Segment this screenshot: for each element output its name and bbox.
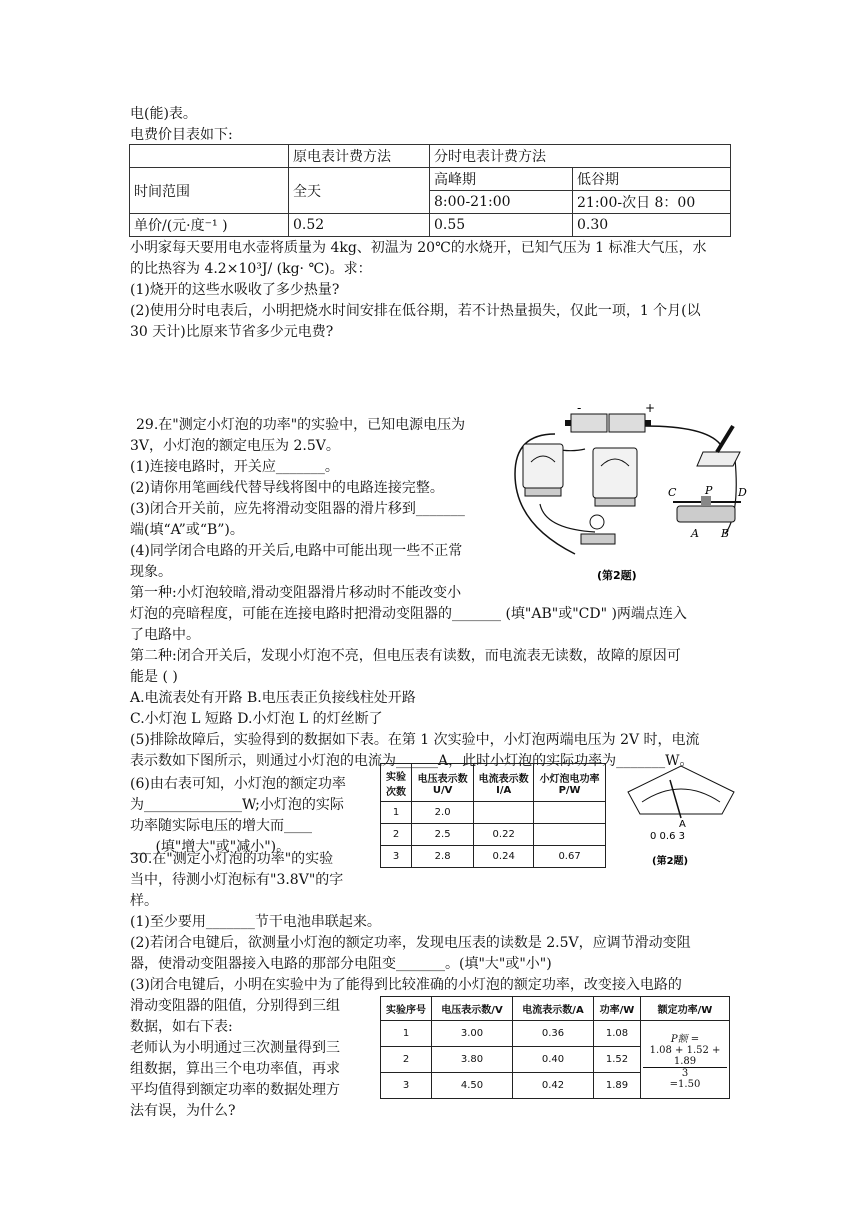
voltmeter-icon [523, 444, 563, 496]
q29-line-7: (4)同学闭合电路的开关后,电路中可能出现一些不正常 [130, 543, 463, 559]
ammeter-icon [593, 448, 637, 506]
q30-line-9: 数据，如右下表: [130, 1019, 233, 1035]
switch-icon [697, 426, 740, 466]
formula-denominator: 3 [681, 1067, 689, 1079]
q28-line-4: (2)使用分时电表后，小明把烧水时间安排在低谷期，若不计热量损失，仅此一项，1 个月(以 [130, 303, 701, 319]
q29-option-cd: C.小灯泡 L 短路 D.小灯泡 L 的灯丝断了 [130, 711, 383, 727]
price-valley: 0.30 [573, 214, 731, 237]
q30-line-4: (1)至少要用_______节干电池串联起来。 [130, 914, 381, 930]
q30-line-3: 样。 [130, 893, 158, 909]
t30-head-power: 功率/W [594, 997, 641, 1021]
q30-line-1: 30.在"测定小灯泡的功率"的实验 [130, 851, 334, 867]
q29-line-4: (2)请你用笔画线代替导线将图中的电路连接完整。 [130, 480, 444, 496]
intro-line-1: 电(能)表。 [130, 106, 197, 122]
t30-head-current: 电流表示数/A [513, 997, 594, 1021]
rheostat-label-c: C [668, 486, 677, 499]
q30-line-10: 老师认为小明通过三次测量得到三 [130, 1040, 340, 1056]
price-table [129, 144, 731, 237]
rheostat-label-a: A [691, 527, 699, 540]
valley-label: 低谷期 [573, 168, 731, 191]
price-peak: 0.55 [430, 214, 573, 237]
q29-line-2: 3V，小灯泡的额定电压为 2.5V。 [130, 438, 340, 454]
q29-line-6: 端(填“A”或“B”)。 [130, 522, 244, 538]
all-day-cell: 全天 [289, 168, 430, 214]
rated-power-formula [641, 1021, 730, 1099]
q30-line-2: 当中，待测小灯泡标有"3.8V"的字 [130, 872, 344, 888]
q30-line-6: 器，使滑动变阻器接入电路的那部分电阻变_______。(填"大"或"小") [130, 956, 552, 972]
peak-time: 8:00-21:00 [430, 191, 573, 214]
t29-head-trial: 实验次数 [381, 764, 412, 802]
formula-result: =1.50 [669, 1078, 701, 1090]
bulb-icon [581, 515, 615, 544]
intro-line-2: 电费价目表如下: [130, 127, 233, 143]
table-row: 2 3.80 0.40 1.52 [381, 1047, 730, 1073]
price-head-old: 原电表计费方法 [289, 145, 430, 168]
q28-line-2: 的比热容为 4.2×10³J/ (kg· ℃)。求： [130, 261, 372, 277]
q29-line-9: 第一种:小灯泡较暗,滑动变阻器滑片移动时不能改变小 [130, 585, 462, 601]
formula-lhs: P额 = [670, 1033, 700, 1045]
table-29 [380, 763, 606, 868]
table-row: 3 4.50 0.42 1.89 [381, 1073, 730, 1099]
price-head-new: 分时电表计费方法 [430, 145, 731, 168]
t29-head-power: 小灯泡电功率 P/W [534, 764, 606, 802]
q28-line-1: 小明家每天要用电水壶将质量为 4kg、初温为 20℃的水烧开，已知气压为 1 标准大气压，水 [130, 240, 707, 256]
q29-line-19: 为______________W;小灯泡的实际 [130, 797, 344, 813]
table-row: 1 2.0 [381, 802, 606, 824]
q29-line-8: 现象。 [130, 564, 172, 580]
table-row: 1 3.00 0.36 1.08 P额 = $\frac{1.08 + 1.52 + 1.89}{3}$ =1.50 [381, 1021, 730, 1047]
rheostat-label-d: D [738, 486, 747, 499]
q29-line-11: 了电路中。 [130, 627, 200, 643]
q30-line-13: 法有误，为什么? [130, 1103, 236, 1119]
unit-price-label: 单价/(元·度⁻¹ ) [130, 214, 289, 237]
table-row: 3 2.8 0.24 0.67 [381, 846, 606, 868]
q29-line-18: (6)由右表可知，小灯泡的额定功率 [130, 776, 346, 792]
q28-line-5: 30 天计)比原来节省多少元电费? [130, 324, 334, 340]
q29-line-13: 能是 ( ) [130, 669, 178, 685]
q29-option-ab: A.电流表处有开路 B.电压表正负接线柱处开路 [130, 690, 416, 706]
q29-line-5: (3)闭合开关前，应先将滑动变阻器的滑片移到_______ [130, 501, 465, 517]
table-row: 2 2.5 0.22 [381, 824, 606, 846]
q29-line-12: 第二种:闭合开关后，发现小灯泡不亮，但电压表有读数，而电流表无读数，故障的原因可 [130, 648, 681, 664]
rheostat-label-b: B [721, 527, 730, 540]
q28-line-3: (1)烧开的这些水吸收了多少热量? [130, 282, 340, 298]
t29-head-current: 电流表示数 I/A [474, 764, 534, 802]
q29-line-1: 29.在"测定小灯泡的功率"的实验中，已知电源电压为 [136, 417, 466, 433]
t30-head-seq: 实验序号 [381, 997, 432, 1021]
battery-plus-label: + [645, 401, 656, 415]
ammeter-dial [622, 762, 740, 874]
price-old: 0.52 [289, 214, 430, 237]
t29-head-voltage: 电压表示数 U/V [412, 764, 474, 802]
battery-icon [565, 414, 651, 432]
time-range-label: 时间范围 [130, 168, 289, 214]
dial-caption: (第2题) [652, 856, 689, 867]
valley-time: 21:00-次日 8：00 [573, 191, 731, 214]
circuit-caption: (第2题) [597, 569, 637, 582]
battery-minus-label: - [577, 401, 582, 415]
q29-line-3: (1)连接电路时，开关应_______。 [130, 459, 339, 475]
dial-unit-a: A [679, 819, 686, 830]
dial-terminals: 0 0.6 3 [650, 831, 685, 842]
q29-line-20: 功率随实际电压的增大而____ [130, 818, 312, 834]
circuit-diagram [505, 401, 747, 584]
q29-line-10: 灯泡的亮暗程度，可能在连接电路时把滑动变阻器的_______ (填"AB"或"CD" )两端点连入 [130, 606, 687, 622]
table-30 [380, 996, 730, 1099]
q29-line-16: (5)排除故障后，实验得到的数据如下表。在第 1 次实验中，小灯泡两端电压为 2V 时，电流 [130, 732, 700, 748]
q30-line-8: 滑动变阻器的阻值，分别得到三组 [130, 998, 340, 1014]
t30-head-voltage: 电压表示数/V [432, 997, 513, 1021]
q30-line-12: 平均值得到额定功率的数据处理方 [130, 1082, 340, 1098]
q29-line-17: 表示数如下图所示，则通过小灯泡的电流为______A，此时小灯泡的实际功率为_______W。 [130, 753, 694, 769]
q30-line-7: (3)闭合电键后，小明在实验中为了能得到比较准确的小灯泡的额定功率，改变接入电路的 [130, 977, 682, 993]
q29-line-21: ___ (填"增大"或"减小")。 [130, 839, 291, 855]
q30-line-5: (2)若闭合电键后，欲测量小灯泡的额定功率，发现电压表的读数是 2.5V，应调节滑动变阻 [130, 935, 691, 951]
t30-head-rated: 额定功率/W [641, 997, 730, 1021]
rheostat-icon [673, 496, 741, 522]
formula-numerator: 1.08 + 1.52 + 1.89 [643, 1045, 727, 1068]
q30-line-11: 组数据，算出三个电功率值，再求 [130, 1061, 340, 1077]
rheostat-label-p: P [705, 484, 713, 497]
peak-label: 高峰期 [430, 168, 573, 191]
